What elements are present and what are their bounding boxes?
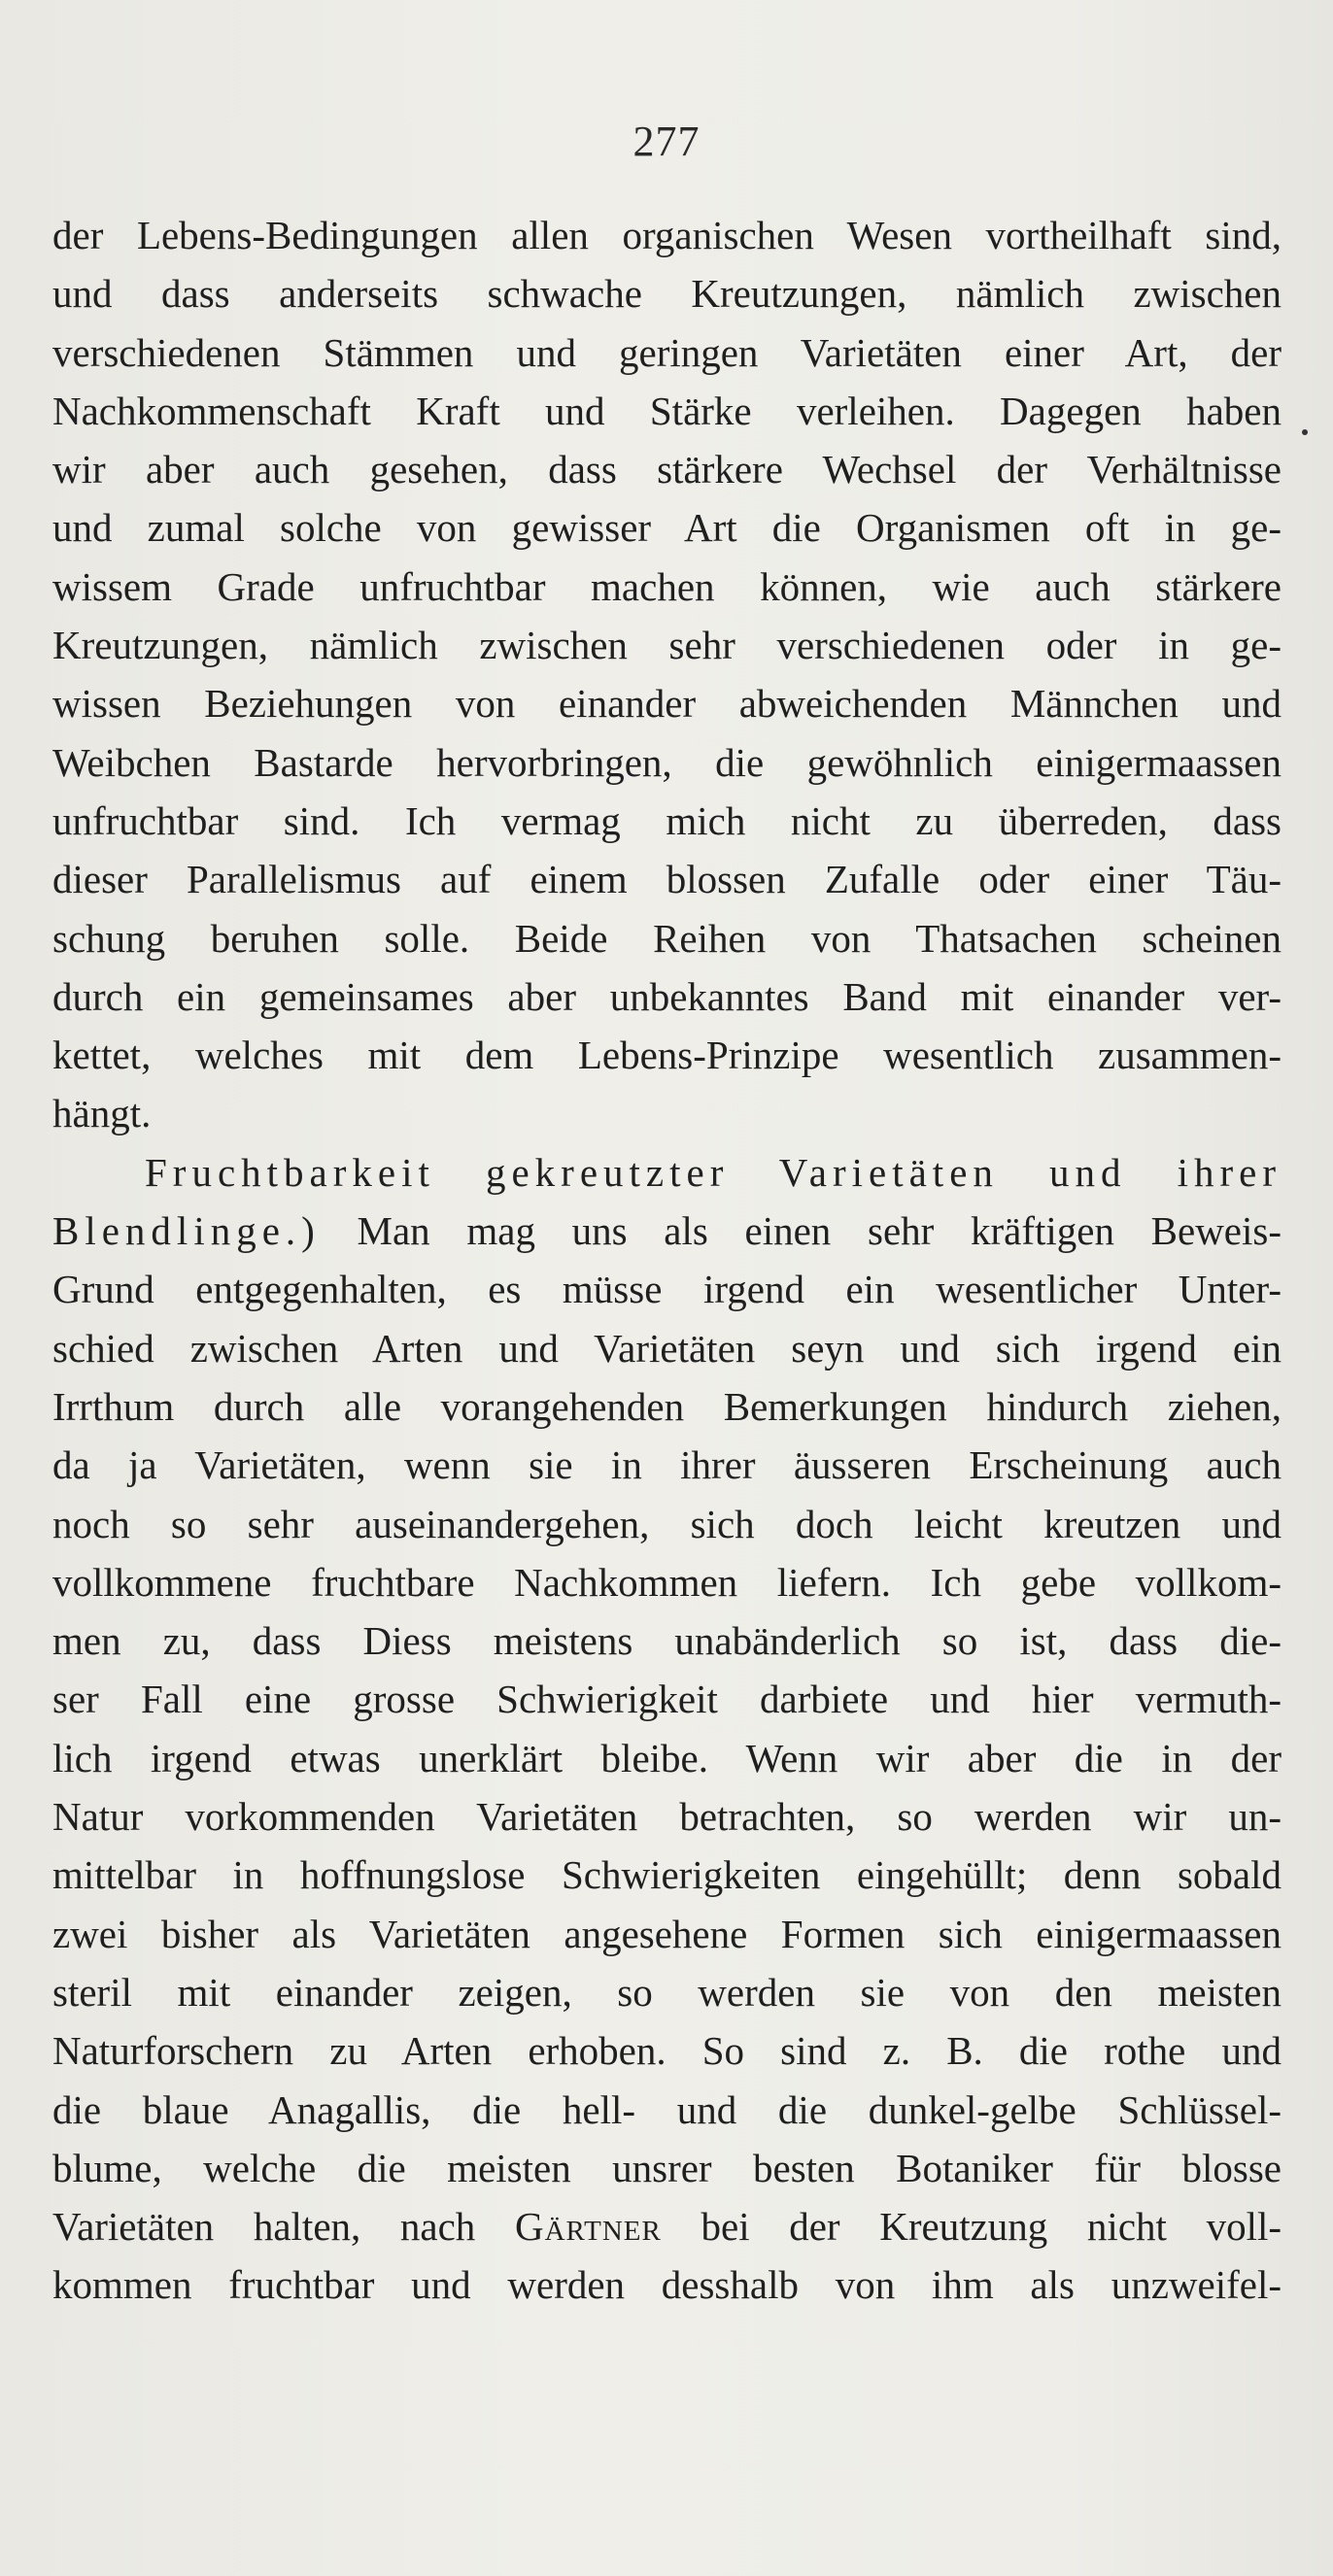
- section-heading-end: Blendlinge.): [52, 1208, 321, 1254]
- margin-mark: [1302, 429, 1308, 435]
- text-line: Irrthum durch alle vorangehenden Bemerkungen hindurch ziehen,: [52, 1383, 1282, 1429]
- text-line: steril mit einander zeigen, so werden sie von den meisten: [52, 1969, 1282, 2015]
- text-line: die blaue Anagallis, die hell- und die dunkel-gelbe Schlüssel-: [52, 2086, 1282, 2132]
- text-line: mittelbar in hoffnungslose Schwierigkeiten eingehüllt; denn sobald: [52, 1852, 1282, 1898]
- text-line: und zumal solche von gewisser Art die Organismen oft in ge-: [52, 505, 1282, 551]
- text-line: durch ein gemeinsames aber unbekanntes Band mit einander ver-: [52, 973, 1282, 1019]
- text-line: unfruchtbar sind. Ich vermag mich nicht zu überreden, dass: [52, 797, 1282, 843]
- text-line: wir aber auch gesehen, dass stärkere Wechsel der Verhältnisse: [52, 447, 1282, 492]
- text-fragment: Varietäten halten, nach: [52, 2204, 515, 2250]
- page-number: 277: [632, 118, 701, 165]
- author-name: Gärtner: [514, 2204, 662, 2250]
- text-line: Weibchen Bastarde hervorbringen, die gewöhnlich einigermaassen: [52, 739, 1282, 785]
- text-line: noch so sehr auseinandergehen, sich doch leicht kreutzen und: [52, 1501, 1282, 1546]
- text-line: zwei bisher als Varietäten angesehene Formen sich einigermaassen: [52, 1911, 1282, 1956]
- text-line: kommen fruchtbar und werden desshalb von ihm als unzweifel-: [52, 2262, 1282, 2308]
- text-fragment: Man mag uns als einen sehr kräftigen Beweis-: [320, 1208, 1282, 1254]
- text-line: verschiedenen Stämmen und geringen Varietäten einer Art, der: [52, 329, 1282, 375]
- text-line: Kreutzungen, nämlich zwischen sehr verschiedenen oder in ge-: [52, 623, 1282, 668]
- text-line: lich irgend etwas unerklärt bleibe. Wenn wir aber die in der: [52, 1735, 1282, 1780]
- text-line: blume, welche die meisten unsrer besten Botaniker für blosse: [52, 2145, 1282, 2190]
- text-line: kettet, welches mit dem Lebens-Prinzipe wesentlich zusammen-: [52, 1033, 1282, 1078]
- section-heading-continued: [52, 1202, 1282, 1260]
- text-line: und dass anderseits schwache Kreutzungen, nämlich zwischen: [52, 271, 1282, 317]
- text-line: Naturforschern zu Arten erhoben. So sind z. B. die rothe und: [52, 2028, 1282, 2074]
- text-line: vollkommene fruchtbare Nachkommen liefern. Ich gebe vollkom-: [52, 1559, 1282, 1605]
- text-line: schung beruhen solle. Beide Reihen von Thatsachen scheinen: [52, 915, 1282, 961]
- text-line: Nachkommenschaft Kraft und Stärke verleihen. Dagegen haben: [52, 388, 1282, 433]
- text-line: dieser Parallelismus auf einem blossen Zufalle oder einer Täu-: [52, 857, 1282, 902]
- text-line: wissen Beziehungen von einander abweichenden Männchen und: [52, 681, 1282, 727]
- text-line: men zu, dass Diess meistens unabänderlich so ist, dass die-: [52, 1618, 1282, 1664]
- text-line: wissem Grade unfruchtbar machen können, wie auch stärkere: [52, 563, 1282, 609]
- text-line: da ja Varietäten, wenn sie in ihrer äusseren Erscheinung auch: [52, 1442, 1282, 1488]
- text-fragment: bei der Kreutzung nicht voll-: [661, 2204, 1282, 2250]
- text-line: der Lebens-Bedingungen allen organischen Wesen vortheilhaft sind,: [52, 213, 1282, 257]
- body-text: [52, 206, 1282, 2315]
- text-line: schied zwischen Arten und Varietäten seyn und sich irgend ein: [52, 1325, 1282, 1371]
- text-line: Natur vorkommenden Varietäten betrachten, so werden wir un-: [52, 1794, 1282, 1840]
- text-line: ser Fall eine grosse Schwierigkeit darbiete und hier vermuth-: [52, 1677, 1282, 1722]
- text-line: [52, 2197, 1282, 2255]
- text-line: hängt.: [52, 1091, 152, 1136]
- section-heading: Fruchtbarkeit gekreutzter Varietäten und ihrer: [145, 1149, 1282, 1195]
- text-line: Grund entgegenhalten, es müsse irgend ein wesentlicher Unter-: [52, 1267, 1282, 1312]
